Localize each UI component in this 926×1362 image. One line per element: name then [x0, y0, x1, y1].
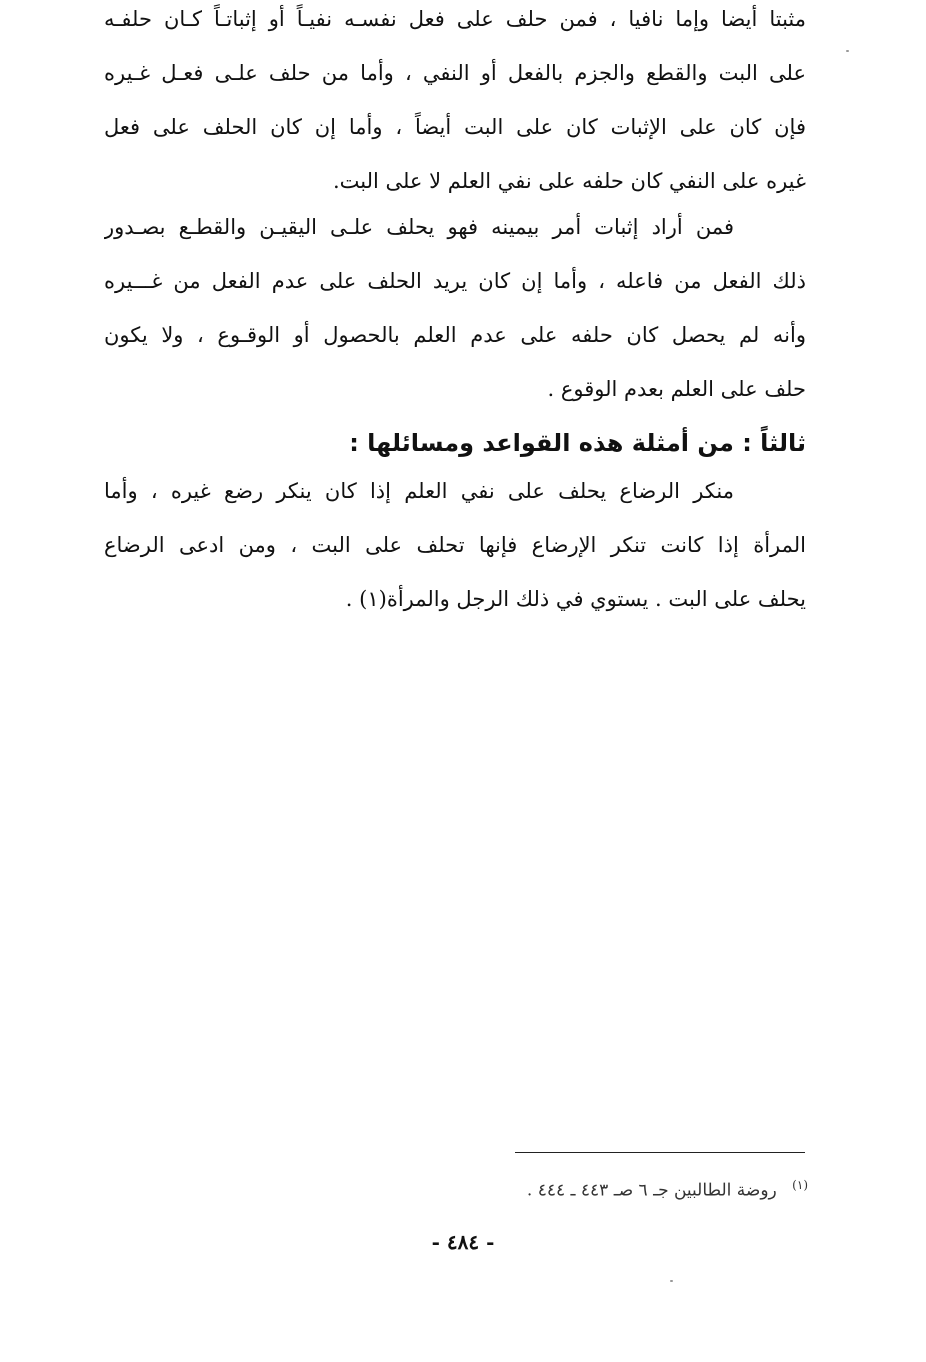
paragraph-3 [104, 464, 806, 626]
scan-speck [846, 50, 849, 52]
paragraph-1-line-4: غيره على النفي كان حلفه على نفي العلم لا على البت. [332, 169, 806, 193]
paragraph-3-line-3: يحلف على البت . يستوي في ذلك الرجل والمرأة(١) . [345, 587, 806, 611]
footnote [308, 1170, 808, 1206]
paragraph-1-line-2: على البت والقطع والجزم بالفعل أو النفي ، وأما من حلف علـى فعـل غـيره [104, 61, 806, 85]
paragraph-1-line-3: فإن كان على الإثبات كان على البت أيضاً ، وأما إن كان الحلف على فعل [104, 115, 806, 139]
paragraph-1 [104, 0, 806, 208]
paragraph-2-line-1: فمن أراد إثبات أمر بيمينه فهو يحلف علـى اليقيـن والقطـع بصـدور [104, 215, 734, 239]
paragraph-3-line-2: المرأة إذا كانت تنكر الإرضاع فإنها تحلف على البت ، ومن ادعى الرضاع [104, 533, 806, 557]
paragraph-2 [104, 200, 806, 416]
paragraph-2-line-4: حلف على العلم بعدم الوقوع . [547, 377, 806, 401]
section-heading: ثالثاً : من أمثلة هذه القواعد ومسائلها : [349, 429, 806, 457]
page-number: - ٤٨٤ - [431, 1230, 495, 1254]
footnote-marker: (١) [792, 1178, 808, 1192]
footnote-divider [515, 1152, 805, 1153]
paragraph-2-line-2: ذلك الفعل من فاعله ، وأما إن كان يريد الحلف على عدم الفعل من غـــيره [104, 269, 806, 293]
footnote-text: روضة الطالبين جـ ٦ صـ ٤٤٣ ـ ٤٤٤ . [526, 1180, 777, 1201]
paragraph-2-line-3: وأنه لم يحصل كان حلفه على عدم العلم بالحصول أو الوقـوع ، ولا يكون [104, 323, 806, 347]
paragraph-1-line-1: مثبتا أيضا وإما نافيا ، فمن حلف على فعل نفسـه نفيـاً أو إثباتـاً كـان حلفـه [104, 7, 806, 31]
paragraph-3-line-1: منكر الرضاع يحلف على نفي العلم إذا كان ينكر رضع غيره ، وأما [104, 479, 734, 503]
scan-speck [670, 1280, 673, 1282]
